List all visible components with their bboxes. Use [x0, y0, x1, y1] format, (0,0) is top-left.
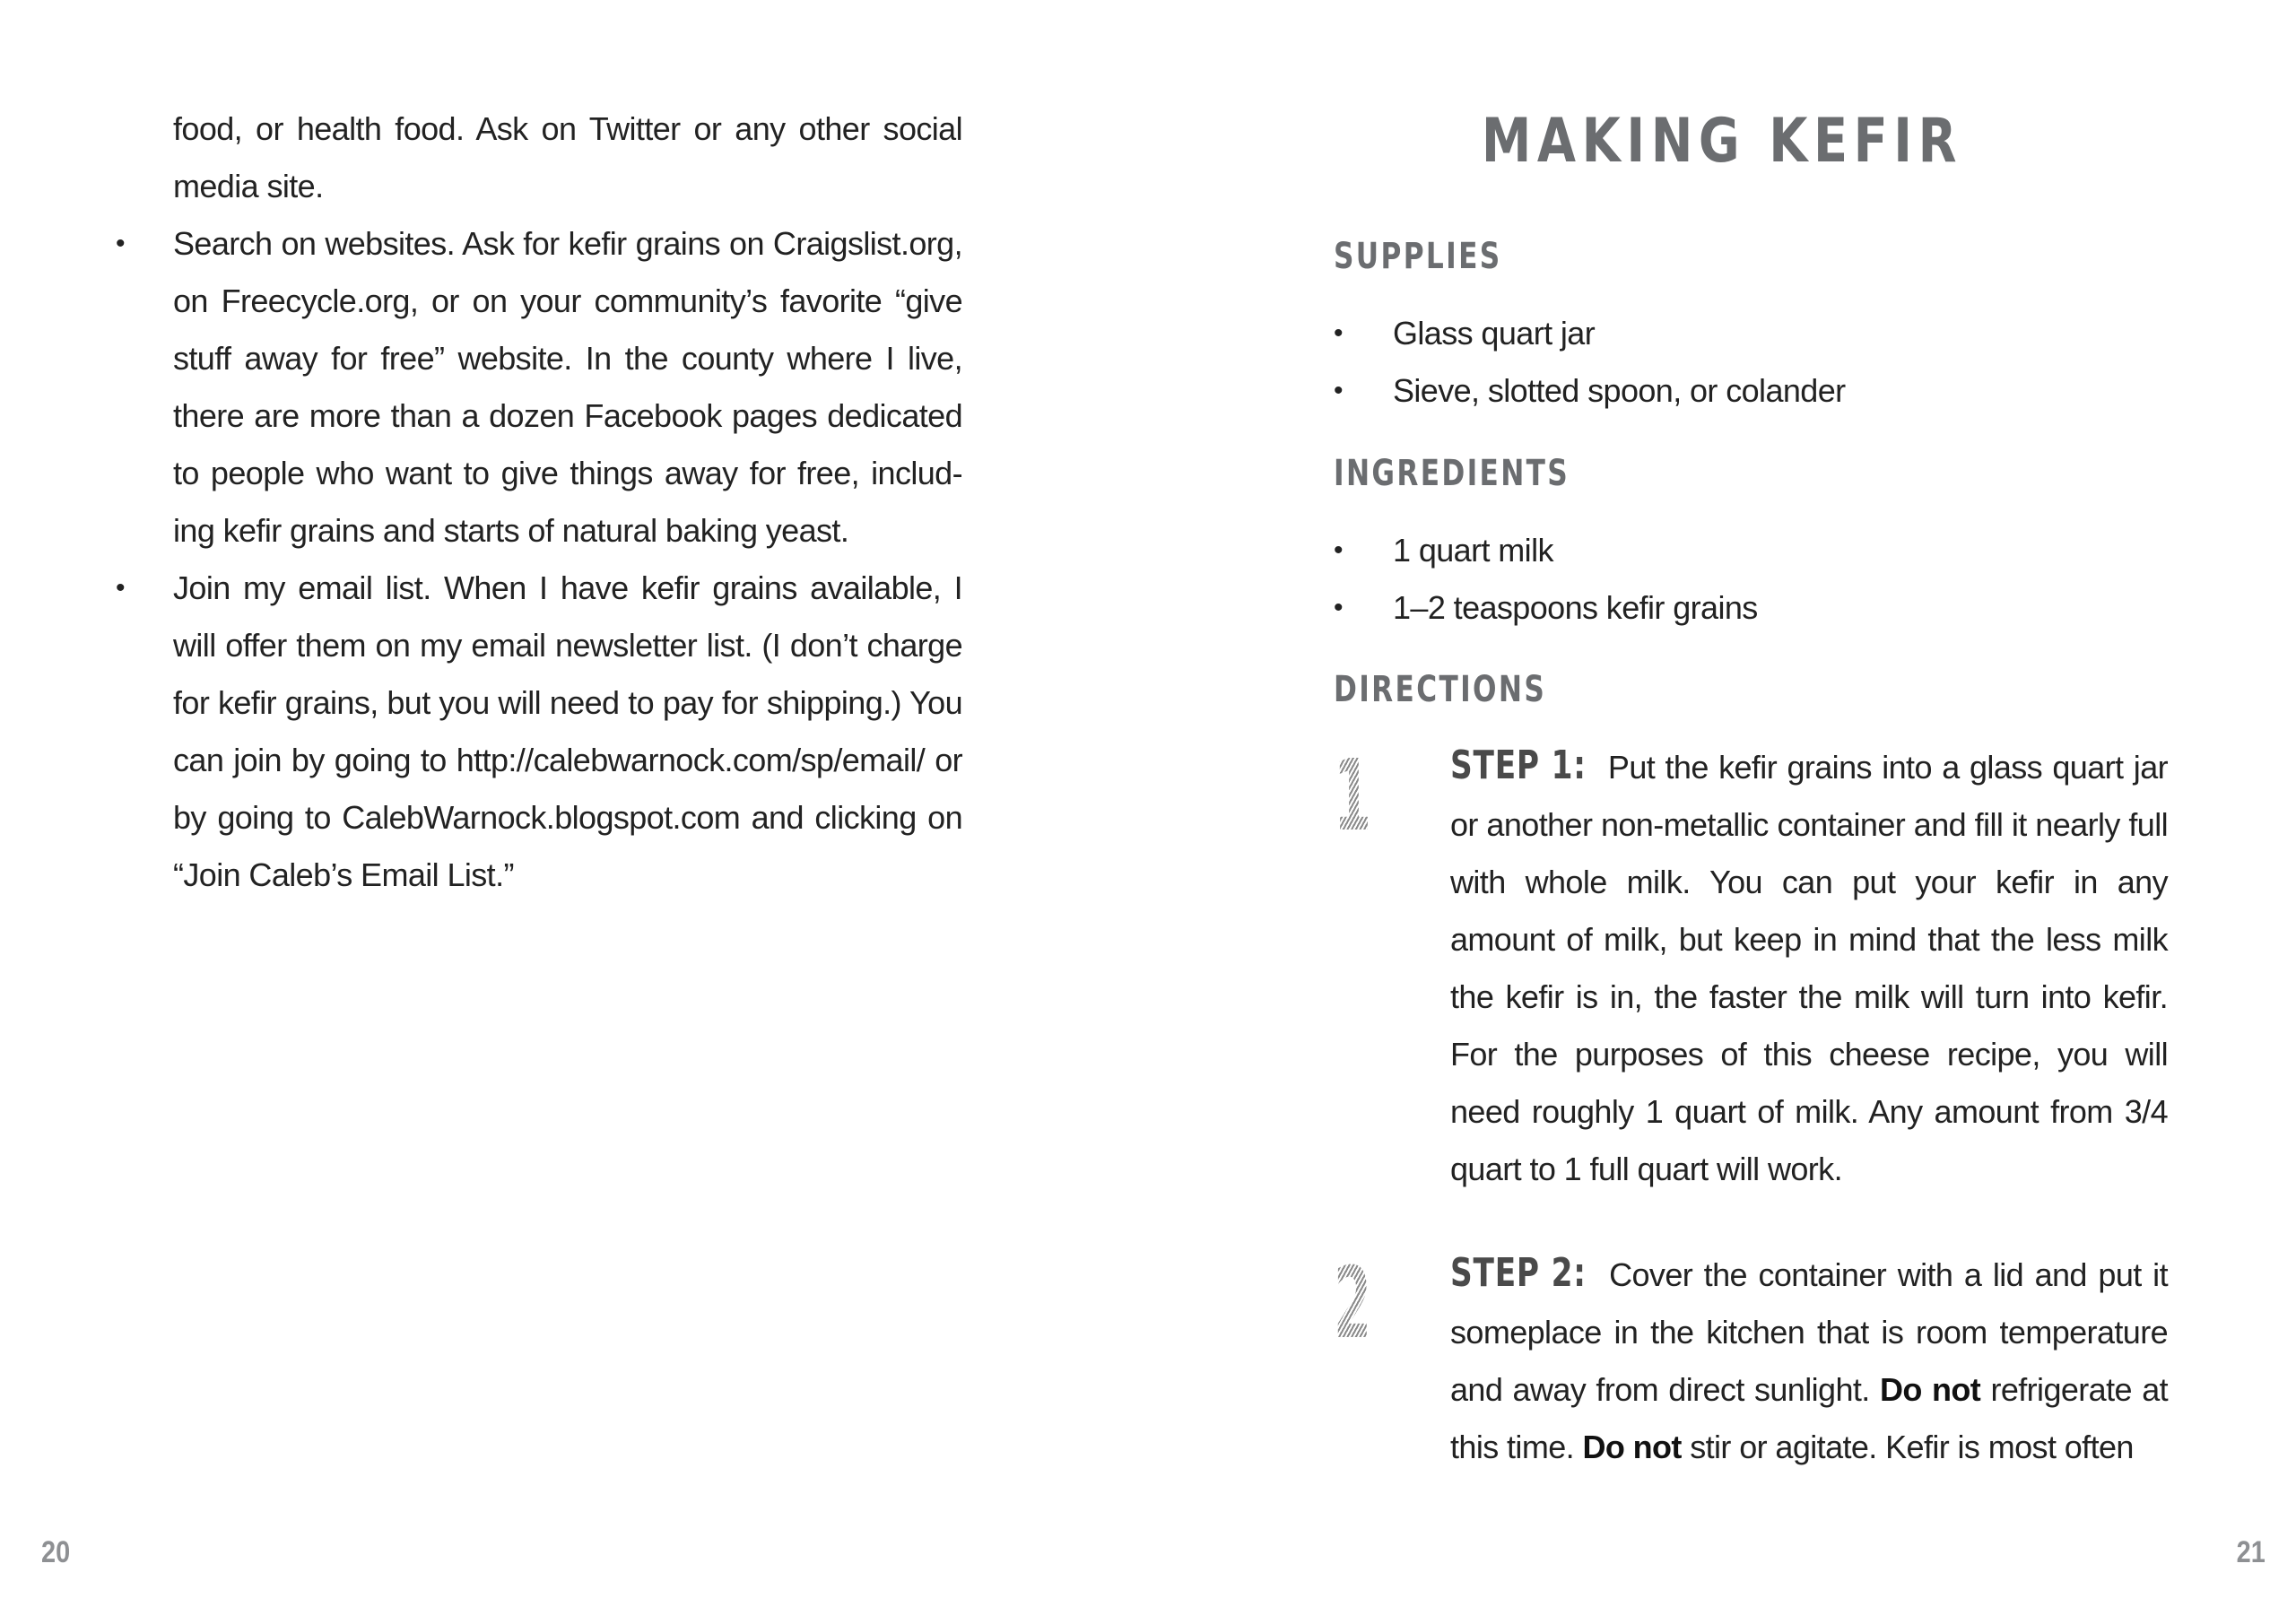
left-text-column	[116, 100, 962, 904]
sources-list	[116, 215, 962, 904]
step-text: refrigerate at this time.	[1450, 1371, 2169, 1465]
continued-paragraph: food, or health food. Ask on Twitter or any other social media site.	[173, 110, 962, 204]
step-text: Put the kefir grains into a glass quart jar or another non-metallic container and fill it nearly full with whole milk. You can put your kefir in any amount of milk, but keep in mind that the less milk the kefir is in, the faster the milk will turn into kefir. For the purposes of this cheese recipe, you will need roughly 1 quart of milk. Any amount from 3/4 quart to 1 full quart will work.	[1450, 749, 2169, 1187]
list-item-text: Glass quart jar	[1393, 315, 1596, 352]
list-item	[1334, 305, 1846, 362]
bullet-icon: •	[1334, 376, 1343, 405]
bullet-icon: •	[116, 229, 125, 258]
bullet-icon: •	[1334, 593, 1343, 622]
emphasis-text: Do not	[1879, 1371, 1981, 1408]
step-body	[1450, 737, 2168, 1198]
list-item-text: 1 quart milk	[1393, 532, 1553, 569]
step-number-2-icon: 2	[1334, 1246, 1372, 1360]
step-text: Cover the container with a lid and put it someplace in the kitchen that is room temperature and away from direct sunlight.	[1450, 1256, 2168, 1408]
emphasis-text: Do not	[1582, 1429, 1682, 1465]
ingredients-heading: INGREDIENTS	[1334, 453, 1570, 494]
list-item-text: 1–2 teaspoons kefir grains	[1393, 589, 1758, 626]
bullet-icon: •	[1334, 318, 1343, 348]
list-item	[1334, 522, 1758, 579]
directions-heading: DIRECTIONS	[1334, 669, 1547, 710]
list-item	[1334, 579, 1758, 637]
step-label: STEP 2:	[1450, 1250, 1587, 1296]
list-item	[1334, 362, 1846, 420]
page-title: MAKING KEFIR	[1481, 106, 1963, 177]
step-body	[1450, 1245, 2168, 1476]
list-item-text: Join my email list. When I have kefir grains available, I will offer them on my email newsletter list. (I don’t charge for kefir grains, but you will need to pay for shipping.) You can join by going to http://calebwarnock.com/sp/email/ or by going to CalebWarnock.blogspot.com and clicking on “Join Caleb’s Email List.”	[173, 569, 962, 893]
page-number-right: 21	[2236, 1535, 2266, 1569]
list-item-text: Sieve, slotted spoon, or colander	[1393, 372, 1846, 409]
bullet-icon: •	[116, 573, 125, 603]
step-number-1-icon: 1	[1334, 738, 1372, 853]
step-text: stir or agitate. Kefir is most often	[1690, 1429, 2134, 1465]
ingredients-list	[1334, 522, 1758, 637]
list-item-text: Search on websites. Ask for kefir grains on Craigslist.org, on Freecycle.org, or on your community’s favorite “give stuff away for free” website. In the county where I live, there are more than a dozen Facebook pages dedicated to people who want to give things away for free, includ-ing kefir grains and starts of natural baking yeast.	[173, 225, 962, 549]
step-label: STEP 1:	[1450, 743, 1587, 788]
right-page	[1148, 0, 2296, 1607]
list-item	[116, 215, 962, 560]
bullet-icon: •	[1334, 535, 1343, 565]
supplies-list	[1334, 305, 1846, 420]
supplies-heading: SUPPLIES	[1334, 236, 1502, 277]
list-item	[116, 560, 962, 904]
page-number-left: 20	[41, 1535, 71, 1569]
